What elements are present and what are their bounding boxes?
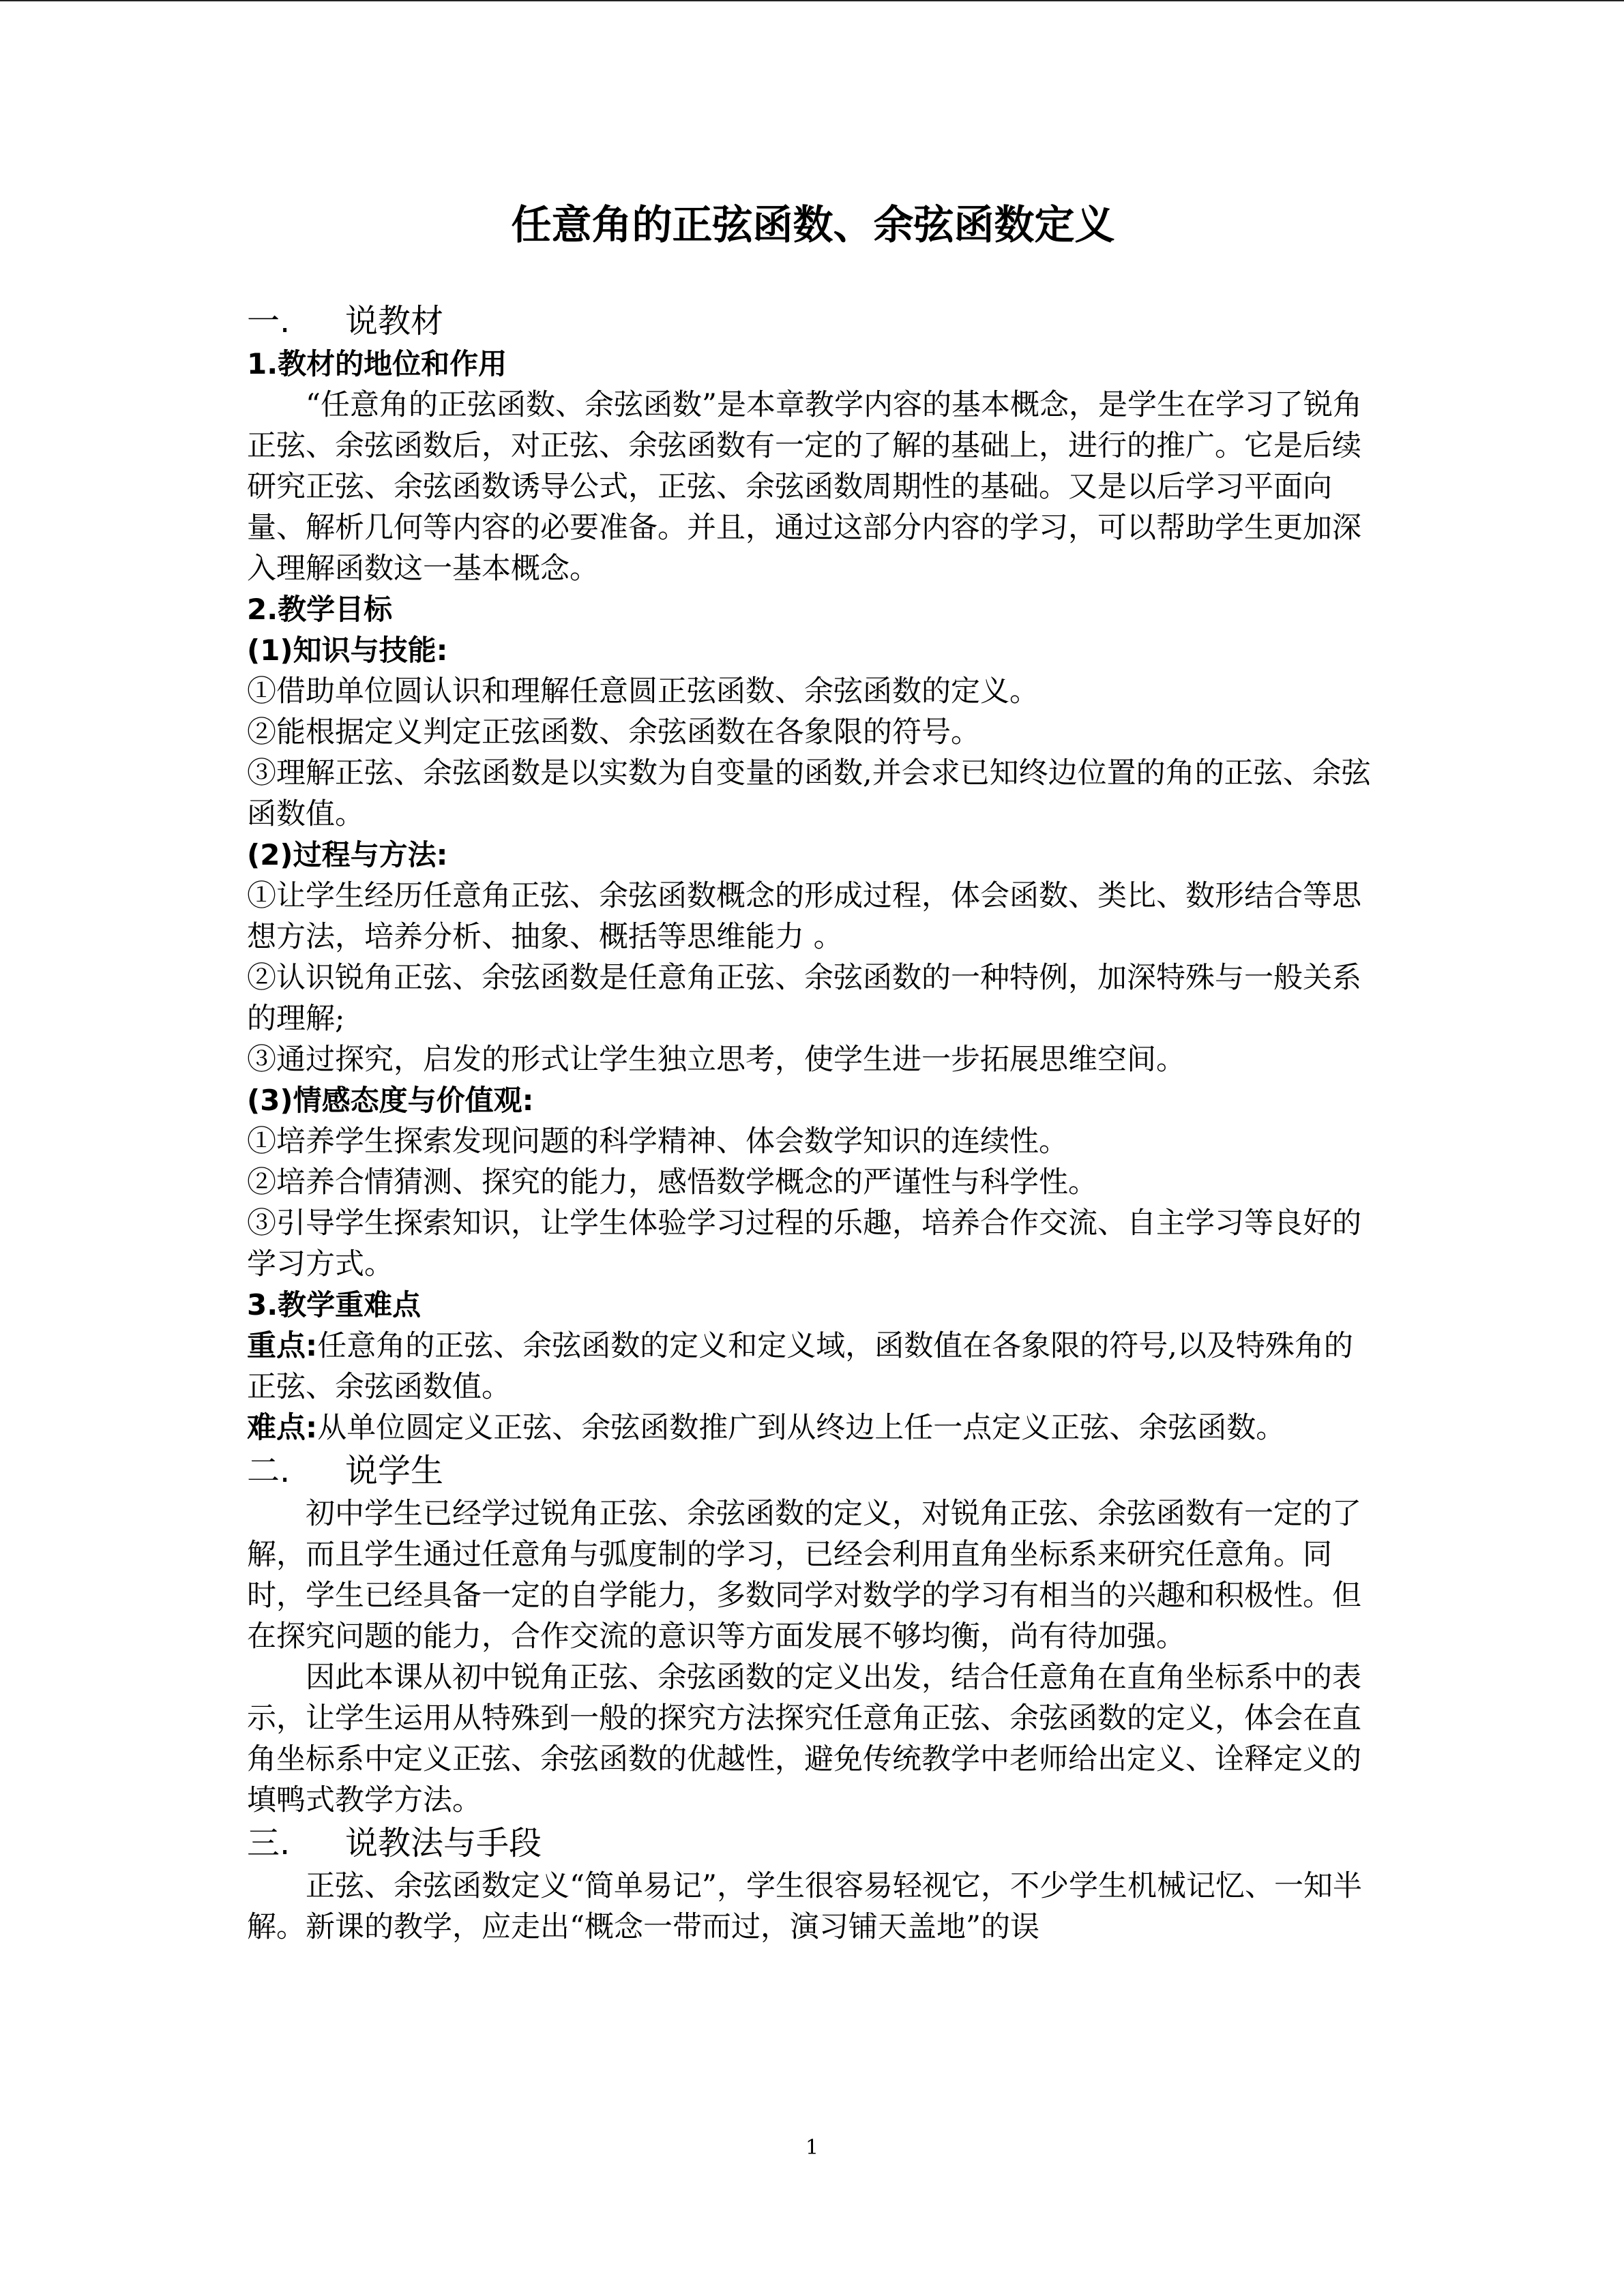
students-paragraph-2: 因此本课从初中锐角正弦、余弦函数的定义出发，结合任意角在直角坐标系中的表示，让学生运用从特殊到一般的探究方法探究任意角正弦、余弦函数的定义，体会在直角坐标系中定义正弦、余弦函数的优越性，避免传统教学中老师给出定义、诠释定义的填鸭式教学方法。 (247, 1660, 1361, 1817)
subsection-2-heading: 2.教学目标 (247, 593, 393, 626)
section-3-number: 三. (247, 1824, 291, 1862)
goal-item: ③通过探究，启发的形式让学生独立思考，使学生进一步拓展思维空间。 (247, 1043, 1185, 1077)
difficult-point-paragraph (247, 1407, 1379, 1448)
section-3-title: 说教法与手段 (345, 1824, 542, 1862)
goal-2-heading: (2)过程与方法: (247, 838, 448, 871)
section-1-heading (247, 299, 1379, 344)
difficult-point-text: 从单位圆定义正弦、余弦函数推广到从终边上任一点定义正弦、余弦函数。 (317, 1411, 1286, 1445)
goal-item: ①培养学生探索发现问题的科学精神、体会数学知识的连续性。 (247, 1124, 1068, 1159)
key-point-paragraph (247, 1326, 1379, 1407)
goal-item: ②能根据定义判定正弦函数、余弦函数在各象限的符号。 (247, 715, 980, 749)
students-paragraph-1: 初中学生已经学过锐角正弦、余弦函数的定义，对锐角正弦、余弦函数有一定的了解，而且学生通过任意角与弧度制的学习，已经会利用直角坐标系来研究任意角。同时，学生已经具备一定的自学能力，多数同学对数学的学习有相当的兴趣和积极性。但在探究问题的能力，合作交流的意识等方面发展不够均衡，尚有待加强。 (247, 1497, 1361, 1654)
subsection-3-heading: 3.教学重难点 (247, 1288, 422, 1322)
goal-item: ①让学生经历任意角正弦、余弦函数概念的形成过程，体会函数、类比、数形结合等思想方法，培养分析、抽象、概括等思维能力 。 (247, 879, 1361, 954)
document-body (247, 299, 1379, 1948)
section-2-number: 二. (247, 1452, 291, 1490)
key-point-text: 任意角的正弦、余弦函数的定义和定义域，函数值在各象限的符号,以及特殊角的正弦、余弦函数值。 (247, 1329, 1353, 1404)
page-number: 1 (805, 2136, 819, 2160)
section-2-heading (247, 1448, 1379, 1493)
key-point-label: 重点: (247, 1329, 318, 1363)
goal-item: ①借助单位圆认识和理解任意圆正弦函数、余弦函数的定义。 (247, 674, 1039, 709)
paragraph-role-of-material: “任意角的正弦函数、余弦函数”是本章教学内容的基本概念，是学生在学习了锐角正弦、余弦函数后，对正弦、余弦函数有一定的了解的基础上，进行的推广。它是后续研究正弦、余弦函数诱导公式，正弦、余弦函数周期性的基础。又是以后学习平面向量、解析几何等内容的必要准备。并且，通过这部分内容的学习，可以帮助学生更加深入理解函数这一基本概念。 (247, 388, 1362, 586)
goal-item: ②培养合情猜测、探究的能力，感悟数学概念的严谨性与科学性。 (247, 1165, 1097, 1199)
methods-paragraph-1: 正弦、余弦函数定义“简单易记”，学生很容易轻视它，不少学生机械记忆、一知半解。新课的教学，应走出“概念一带而过，演习铺天盖地”的误 (247, 1869, 1362, 1944)
goal-item: ③引导学生探索知识，让学生体验学习过程的乐趣，培养合作交流、自主学习等良好的学习方式。 (247, 1206, 1361, 1281)
goal-3-heading: (3)情感态度与价值观: (247, 1084, 534, 1117)
section-1-number: 一. (247, 302, 291, 340)
section-1-title: 说教材 (345, 302, 444, 340)
goal-item: ②认识锐角正弦、余弦函数是任意角正弦、余弦函数的一种特例，加深特殊与一般关系的理解; (247, 961, 1361, 1036)
difficult-point-label: 难点: (247, 1411, 318, 1445)
subsection-1-heading: 1.教材的地位和作用 (247, 347, 507, 381)
goal-item: ③理解正弦、余弦函数是以实数为自变量的函数,并会求已知终边位置的角的正弦、余弦函数值。 (247, 756, 1371, 831)
goal-1-heading: (1)知识与技能: (247, 633, 448, 667)
section-3-heading (247, 1821, 1379, 1866)
section-2-title: 说学生 (345, 1452, 444, 1490)
document-title: 任意角的正弦函数、余弦函数定义 (511, 201, 1115, 248)
